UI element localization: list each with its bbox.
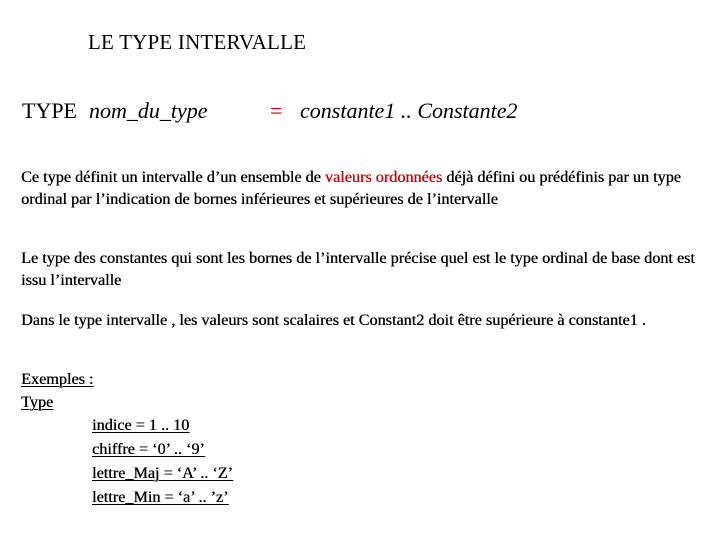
paragraph-bounds-type: Le type des constantes qui sont les bornes de l’intervalle précise quel est le type ordinal de base dont est issu l’intervalle	[21, 249, 695, 289]
paragraph-definition	[21, 166, 701, 210]
example-item: lettre_Min = ‘a’ .. ’z’	[92, 488, 229, 506]
paragraph-definition-end: déjà défini ou prédéfinis par un type ordinal par l’indication de bornes inférieures et supérieures de l’intervalle	[21, 168, 681, 208]
declaration-keyword: TYPE	[22, 98, 77, 123]
paragraph-definition-start: Ce type définit un intervalle d’un ensemble de	[21, 168, 325, 186]
paragraph-scalar-values: Dans le type intervalle , les valeurs sont scalaires et Constant2 doit être supérieure à constante1 .	[21, 311, 646, 329]
examples-heading: Exemples :	[21, 370, 94, 388]
example-item: chiffre = ‘0’ .. ‘9’	[92, 440, 205, 458]
declaration-value: constante1 .. Constante2	[300, 98, 518, 123]
example-item: lettre_Maj = ‘A’ .. ‘Z’	[92, 464, 233, 482]
example-item: indice = 1 .. 10	[92, 416, 190, 434]
page-title: LE TYPE INTERVALLE	[88, 30, 307, 54]
highlight-ordered-values: valeurs ordonnées	[324, 168, 443, 186]
examples-type-keyword: Type	[21, 393, 54, 411]
declaration-name: nom_du_type	[89, 98, 208, 123]
declaration-equals: =	[270, 98, 283, 123]
